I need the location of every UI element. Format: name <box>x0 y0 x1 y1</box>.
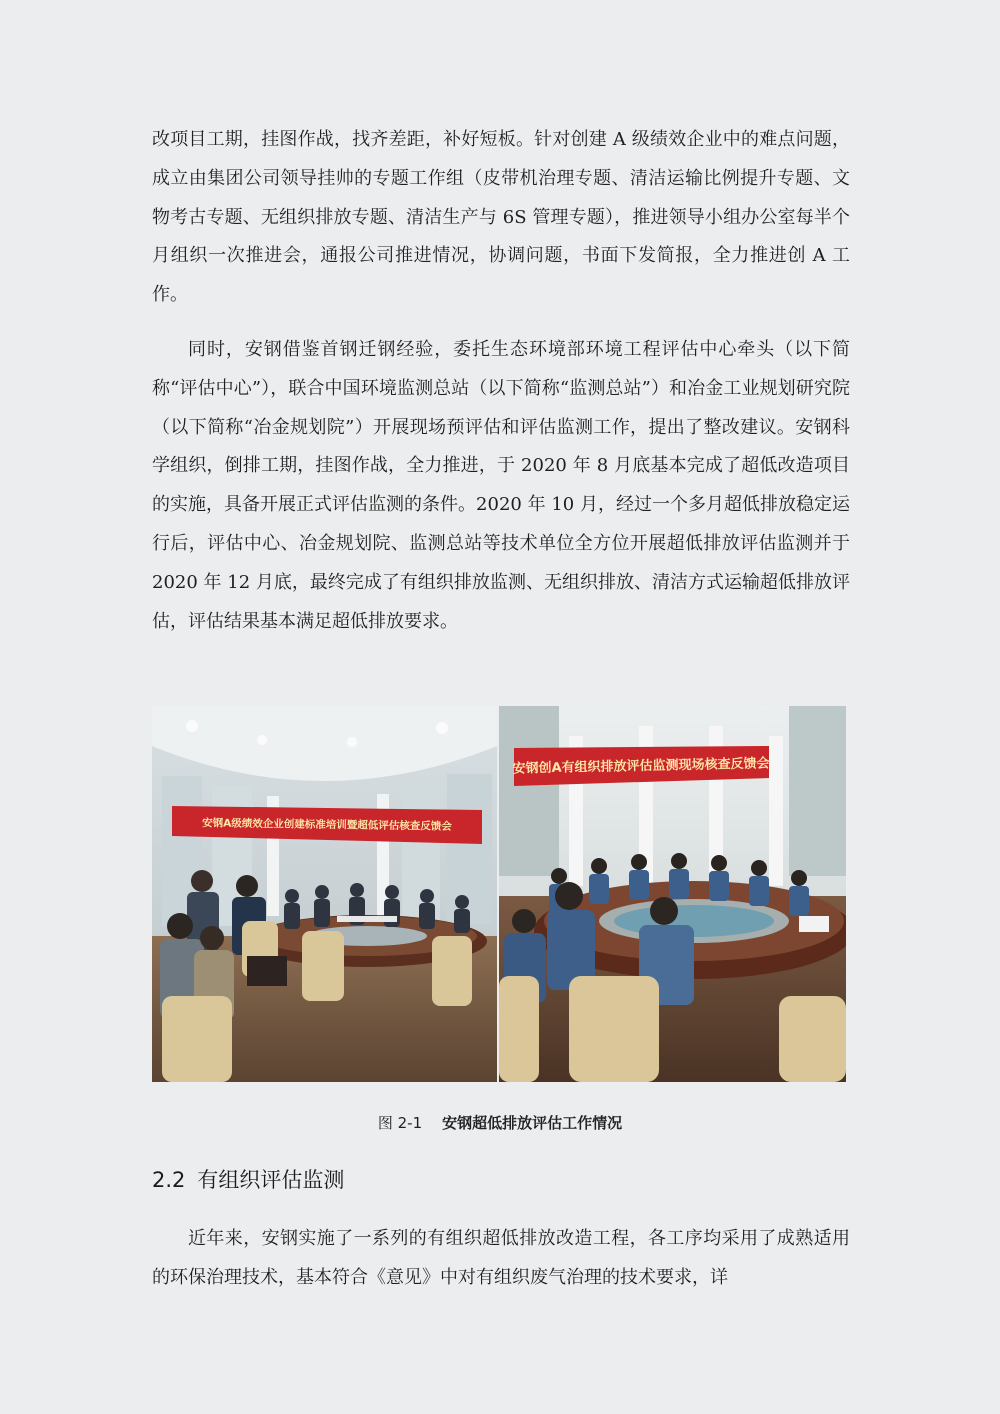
paragraph-1: 改项目工期，挂图作战，找齐差距，补好短板。针对创建 A 级绩效企业中的难点问题，成立由集团公司领导挂帅的专题工作组（皮带机治理专题、清洁运输比例提升专题、文物考古专题、无组织排放专题、清洁生产与 6S 管理专题），推进领导小组办公室每半个月组织一次推进会，通报公司推进情况，协调问题，书面下发简报，全力推进创 A 工作。 <box>152 129 850 306</box>
section-number: 2.2 <box>152 1168 186 1192</box>
paragraph-block <box>152 1220 850 1298</box>
paragraph-3: 近年来，安钢实施了一系列的有组织超低排放改造工程，各工序均采用了成熟适用的环保治理技术，基本符合《意见》中对有组织废气治理的技术要求，详 <box>152 1228 850 1288</box>
meeting-photo-right-image <box>499 706 846 1082</box>
meeting-photo-left <box>152 706 497 1082</box>
paragraph-block <box>152 331 850 641</box>
figure-number: 图 2-1 <box>377 1114 423 1132</box>
left-banner-text: 安钢A级绩效企业创建标准培训暨超低评估核查反馈会 <box>202 817 452 833</box>
section-heading <box>152 1164 344 1194</box>
paragraph-2: 同时，安钢借鉴首钢迁钢经验，委托生态环境部环境工程评估中心牵头（以下简称“评估中心”），联合中国环境监测总站（以下简称“监测总站”）和冶金工业规划研究院（以下简称“冶金规划院”）开展现场预评估和评估监测工作，提出了整改建议。安钢科学组织，倒排工期，挂图作战，全力推进，于 2020 年 8 月底基本完成了超低改造项目的实施，具备开展正式评估监测的条件。2020 年 10 月，经过一个多月超低排放稳定运行后，评估中心、冶金规划院、监测总站等技术单位全方位开展超低排放评估监测并于 2020 年 12 月底，最终完成了有组织排放监测、无组织排放、清洁方式运输超低排放评估，评估结果基本满足超低排放要求。 <box>152 339 850 632</box>
figure-caption <box>0 1112 1000 1133</box>
right-banner-text: 安钢创A有组织排放评估监测现场核查反馈会 <box>512 756 770 777</box>
meeting-photo-right <box>499 706 846 1082</box>
meeting-photo-left-image <box>152 706 497 1082</box>
figure-title: 安钢超低排放评估工作情况 <box>442 1114 623 1132</box>
meeting-photos <box>152 706 846 1082</box>
section-title: 有组织评估监测 <box>197 1168 345 1192</box>
paragraph-block <box>152 121 850 315</box>
